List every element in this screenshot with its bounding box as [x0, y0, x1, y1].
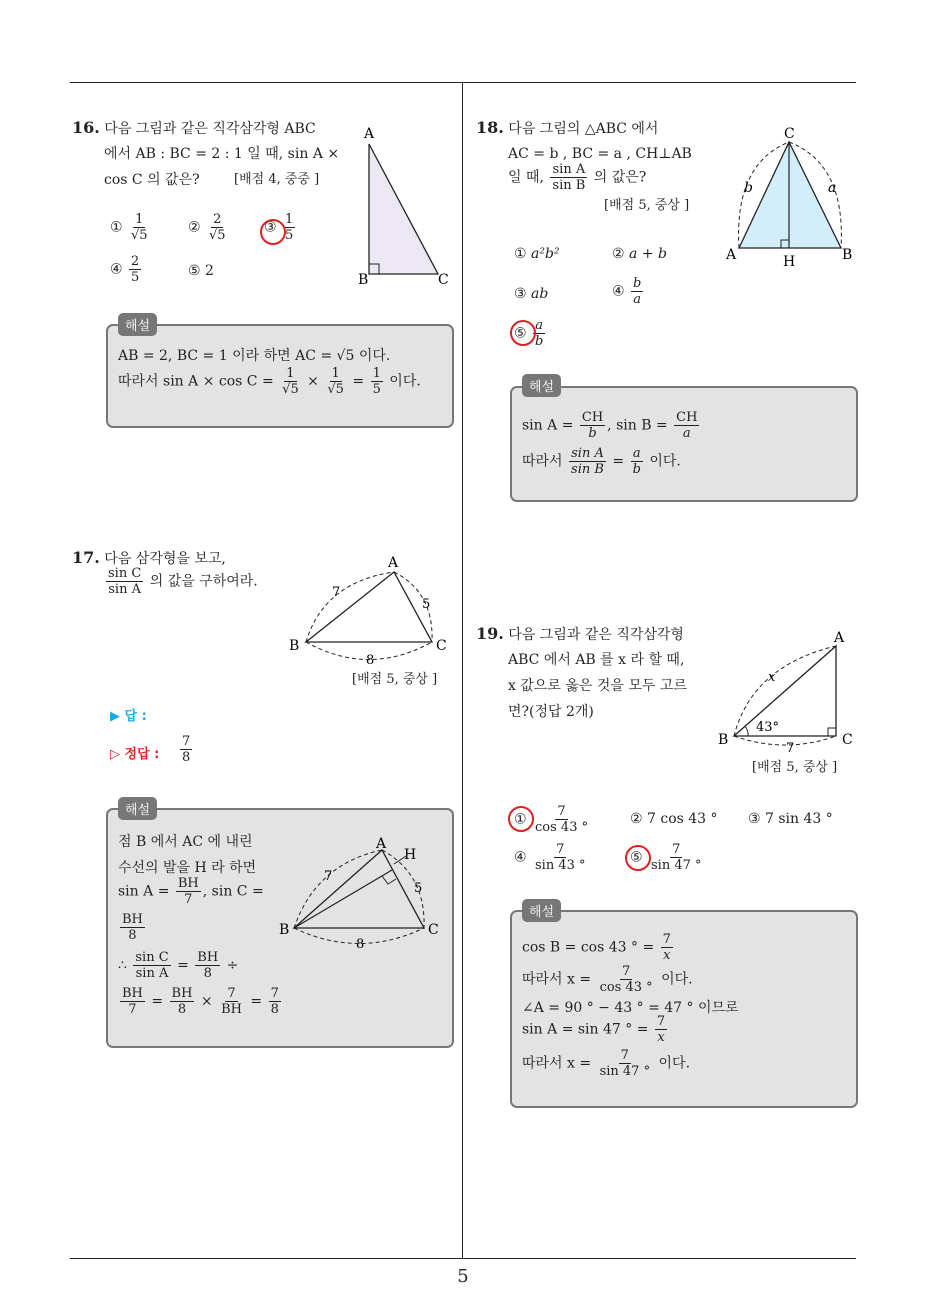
vertex-label-c: C: [438, 272, 449, 288]
side-label-5: 5: [422, 597, 431, 612]
explanation-line: 따라서 x = $\frac{7}{\cos 43 ^\circ}$ 이다.: [522, 964, 693, 995]
question-number: 19.: [476, 624, 504, 643]
column-divider: [462, 82, 463, 1258]
side-label-5: 5: [414, 881, 423, 896]
explanation-tag: 해설: [118, 313, 157, 336]
option-1[interactable]: ① $\frac{7}{\cos 43 ^\circ}$: [514, 804, 589, 835]
option-2[interactable]: ② $\frac{2}{√5}$: [188, 212, 226, 243]
question-18: [476, 118, 658, 139]
option-2[interactable]: ② a + b: [612, 246, 667, 262]
triangle-figure-19: [712, 626, 856, 756]
top-rule: [70, 82, 856, 83]
vertex-label-c: C: [842, 732, 853, 748]
option-4[interactable]: ④ $\frac{7}{\sin 43 ^\circ}$: [514, 842, 586, 873]
explanation-line: 따라서 $\frac{\text{sin A}}{\text{sin B}}$ = $\frac{a}{b}$ 이다.: [522, 446, 681, 477]
explanation-line: AB = 2, BC = 1 이라 하면 AC = √5 이다.: [118, 348, 391, 364]
side-label-7: 7: [332, 585, 341, 600]
option-5[interactable]: ⑤ $\frac{7}{\sin 47 ^\circ}$: [630, 842, 702, 873]
vertex-label-c: C: [436, 638, 447, 654]
triangle-shape: [734, 646, 836, 736]
explanation-tag: 해설: [522, 374, 561, 397]
perpendicular-line: [294, 870, 392, 928]
explanation-line: cos B = cos 43 ° = $\frac{7}{x}$: [522, 932, 671, 963]
question-text: $\frac{\text{sin C}}{\text{sin A}}$ 의 값을 구하여라.: [108, 566, 258, 597]
right-angle-mark: [828, 728, 836, 736]
triangle-figure-17: [284, 552, 454, 672]
question-text: 다음 삼각형을 보고,: [104, 551, 226, 567]
question-text: 에서 AB : BC = 2 : 1 일 때, sin A ×: [104, 146, 340, 162]
page-number: 5: [457, 1266, 469, 1287]
explanation-line: 점 B 에서 AC 에 내린: [118, 834, 253, 850]
answer-label: ▶ 답 :: [110, 709, 147, 724]
correct-answer-value: $\frac{7}{8}$: [182, 734, 191, 765]
score-label: [배점 4, 중중 ]: [234, 172, 320, 187]
explanation-tag: 해설: [522, 899, 561, 922]
question-number: 18.: [476, 118, 504, 137]
explanation-line: ∠A = 90 ° − 43 ° = 47 ° 이므로: [522, 1000, 739, 1016]
explanation-line: ∴ $\frac{\text{sin C}}{\text{sin A}}$ = $\frac{BH}{8}$ ÷: [118, 950, 239, 981]
right-angle-mark: [382, 876, 396, 884]
answer-circle-mark: [510, 320, 536, 346]
vertex-label-h: H: [783, 254, 796, 270]
vertex-label-b: B: [842, 247, 853, 263]
explanation-line: sin A = $\frac{BH}{7}$ , sin C =: [118, 876, 264, 907]
score-label: [배점 5, 중상 ]: [604, 198, 690, 213]
explanation-line: 따라서 sin A × cos C = $\frac{1}{√5}$ × $\frac{1}{√5}$ = $\frac{1}{5}$ 이다.: [118, 366, 421, 397]
vertex-label-h: H: [404, 847, 417, 863]
vertex-label-a: A: [834, 630, 845, 646]
vertex-label-a: A: [364, 126, 375, 142]
explanation-line: $\frac{BH}{7}$ = $\frac{BH}{8}$ × $\frac{7}{BH}$ = $\frac{7}{8}$: [122, 986, 279, 1017]
dashed-arc: [734, 736, 836, 745]
side-label-7: 7: [324, 869, 333, 884]
question-text: 면?(정답 2개): [508, 704, 594, 720]
question-text: 일 때, $\frac{\text{sin A}}{\text{sin B}}$ 의 값은?: [508, 162, 647, 193]
angle-label: 43°: [756, 720, 780, 735]
option-1[interactable]: ① $\frac{1}{√5}$: [110, 212, 148, 243]
option-5[interactable]: ⑤ 2: [188, 263, 214, 279]
score-label: [배점 5, 중상 ]: [752, 760, 838, 775]
question-text: ABC 에서 AB 를 x 라 할 때,: [508, 652, 685, 668]
question-number: 17.: [72, 548, 100, 567]
option-4[interactable]: ④ $\frac{2}{5}$: [110, 254, 140, 285]
vertex-label-b: B: [358, 272, 369, 288]
score-label: [배점 5, 중상 ]: [352, 672, 438, 687]
vertex-label-c: C: [428, 922, 439, 938]
side-label-8: 8: [366, 653, 375, 668]
question-text: AC = b , BC = a , CH⊥AB: [508, 146, 692, 162]
vertex-label-b: B: [718, 732, 729, 748]
vertex-label-a: A: [376, 836, 387, 852]
triangle-shape: [306, 572, 432, 642]
vertex-label-a: A: [388, 555, 399, 571]
option-3[interactable]: ③ $\frac{1}{5}$: [264, 212, 294, 243]
option-2[interactable]: ② 7 cos 43 °: [630, 811, 718, 827]
triangle-figure-18: [724, 124, 856, 270]
question-text: 다음 그림의 △ABC 에서: [508, 121, 659, 137]
explanation-line: 따라서 x = $\frac{7}{\sin 47 ^\circ}$ 이다.: [522, 1048, 691, 1079]
vertex-label-b: B: [279, 922, 290, 938]
side-label-x: x: [768, 670, 776, 685]
question-text: 다음 그림과 같은 직각삼각형 ABC: [104, 121, 316, 137]
vertex-label-b: B: [289, 638, 300, 654]
side-label-8: 8: [356, 937, 365, 952]
option-5[interactable]: ⑤ $\frac{a}{b}$: [514, 318, 544, 349]
explanation-line: 수선의 발을 H 라 하면: [118, 860, 257, 876]
bottom-rule: [70, 1258, 856, 1259]
explanation-line: sin A = $\frac{CH}{b}$ , sin B = $\frac{CH}{a}$: [522, 410, 698, 441]
explanation-line: sin A = sin 47 ° = $\frac{7}{x}$: [522, 1014, 666, 1045]
angle-arc: [745, 726, 748, 736]
triangle-figure-16: [354, 124, 454, 288]
answer-circle-mark: [260, 219, 286, 245]
question-text: x 값으로 옳은 것을 모두 고르: [508, 678, 687, 694]
vertex-label-a: A: [726, 247, 737, 263]
question-19: [476, 624, 684, 645]
explanation-line: $\frac{BH}{8}$: [122, 912, 143, 943]
question-16: [72, 118, 316, 139]
side-label-b: b: [744, 180, 753, 196]
option-3[interactable]: ③ ab: [514, 286, 549, 302]
side-label-7: 7: [786, 741, 795, 756]
answer-circle-mark: [508, 806, 534, 832]
answer-circle-mark: [625, 845, 651, 871]
triangle-shape: [739, 142, 841, 248]
vertex-label-c: C: [784, 126, 795, 142]
question-text: 다음 그림과 같은 직각삼각형: [508, 627, 684, 643]
option-1[interactable]: ① a²b²: [514, 246, 560, 262]
explanation-box-18: [510, 386, 858, 502]
correct-answer-label: ▷ 정답 :: [110, 747, 160, 762]
side-label-a: a: [828, 180, 837, 196]
triangle-shape: [369, 144, 438, 274]
triangle-figure-17b: [276, 834, 446, 952]
option-4[interactable]: ④ $\frac{b}{a}$: [612, 276, 642, 307]
option-3[interactable]: ③ 7 sin 43 °: [748, 811, 833, 827]
explanation-tag: 해설: [118, 797, 157, 820]
question-number: 16.: [72, 118, 100, 137]
question-text: cos C 의 값은?: [104, 172, 200, 188]
